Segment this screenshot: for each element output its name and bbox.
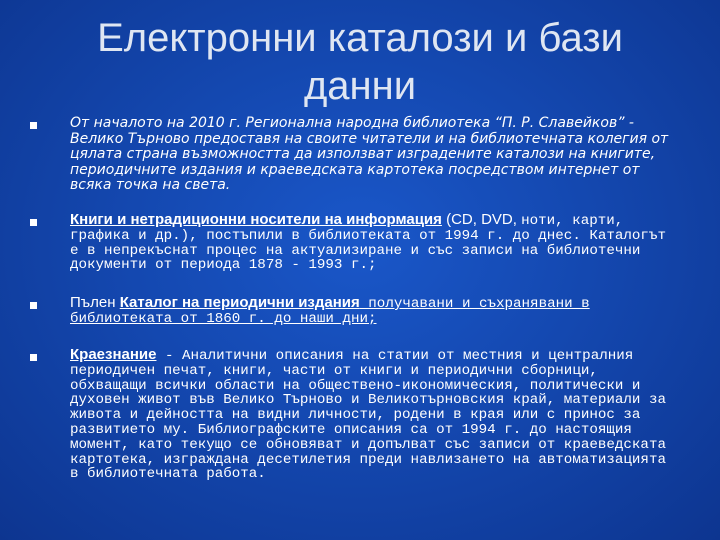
slide-title: Електронни каталози и бази данни (97, 16, 623, 108)
item-text-rest: ноти, карти, графика и др.), постъпили в библиотеката от 1994 г. до днес. Каталогът е в непрекъснат процес на актуализиране и със записи на библиотечни документи от периода 1878 - 1993 г.; (70, 213, 666, 274)
item-text (70, 213, 680, 273)
item-text-start: (CD, DVD, (441, 211, 517, 228)
bullet-icon (30, 354, 37, 361)
item-text-rest: получавани и съхранявани в библиотеката от 1860 г. до наши дни; (70, 296, 590, 327)
item-text: От началото на 2010 г. Регионална народна библиотека “П. Р. Славейков” - Велико Търново предоставя на своите читатели и на библиотечната колегия от цялата страна възможността да използват изградените каталози на книгите, периодичните издания и краеведската картотека посредством интернет от всяка точка на света. (70, 115, 669, 193)
item-text (70, 348, 680, 482)
bullet-icon (30, 302, 37, 309)
bullet-icon (30, 219, 37, 226)
list-item-books-catalog (30, 213, 680, 273)
list-item-online-catalogs (30, 116, 680, 194)
list-item-local-history (30, 348, 680, 482)
local-history-link[interactable]: Краезнание (70, 346, 157, 363)
books-catalog-link[interactable]: Книги и нетрадиционни носители на информация (70, 211, 442, 228)
bullet-icon (30, 122, 37, 129)
item-text (70, 296, 680, 327)
list-item-periodicals-catalog (30, 296, 680, 327)
item-prefix: Пълен (70, 294, 120, 311)
item-text-rest: - Аналитични описания на статии от местния и централния периодичен печат, книги, части от книги и периодични сборници, обхващащи всички области на обществено-икономическия, политически и духовен живот във Велико Търново и Великотърновския край, материали за живота и дейността на видни личности, родени в края или с принос за развитието му. Библиографските описания са от 1994 г. до настоящия момент, като текущо се обновяват и допълват със записи от краеведската картотека, изграждана десетилетия преди навлизането на автоматизацията в библиотечната работа. (70, 348, 666, 483)
periodicals-catalog-link[interactable]: Каталог на периодични издания (119, 294, 360, 311)
